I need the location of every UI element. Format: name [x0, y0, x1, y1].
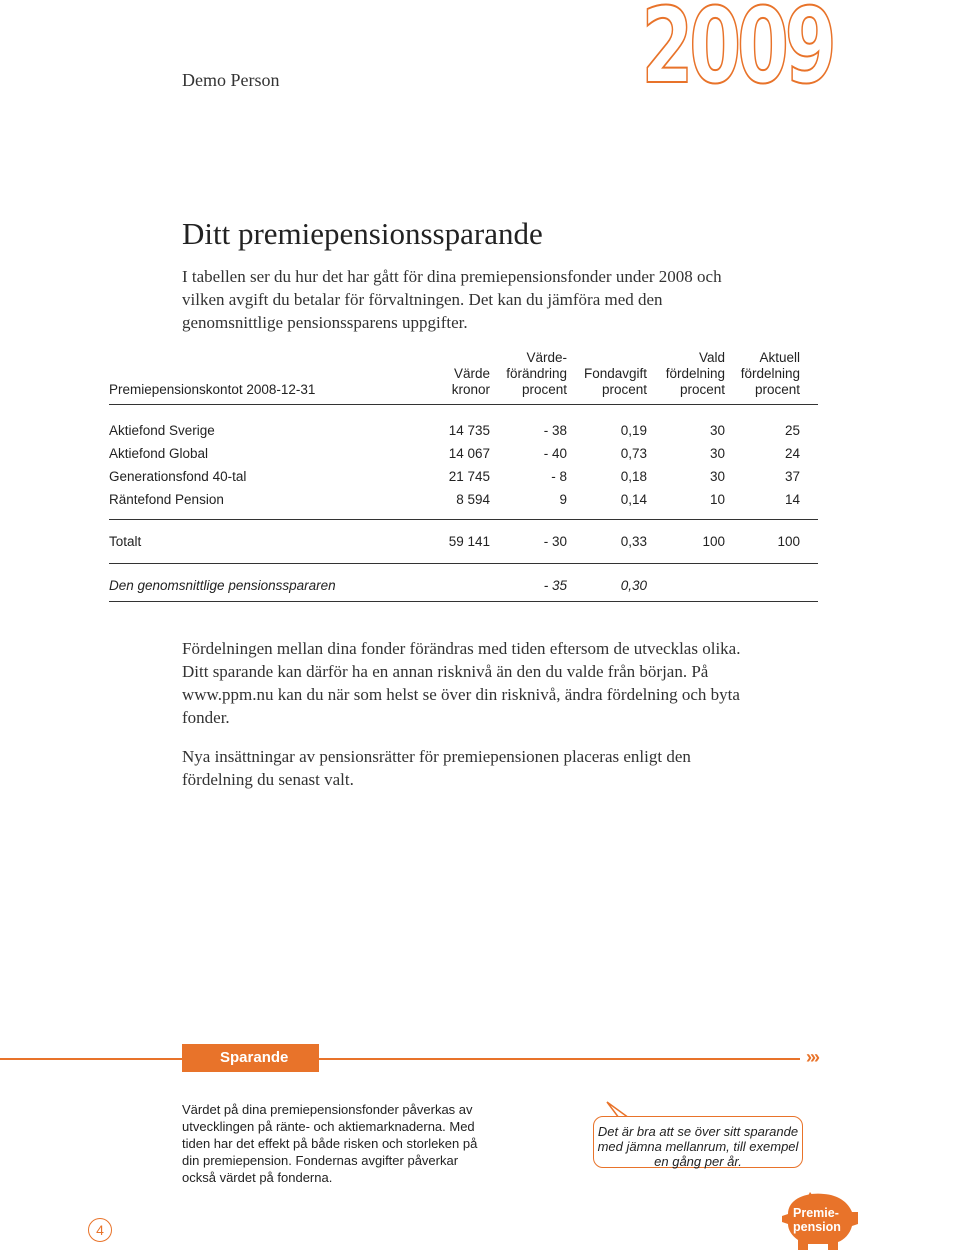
table-row: Generationsfond 40-tal 21 745 - 8 0,18 30 37 — [109, 469, 800, 484]
header-fee: Fondavgift procent — [583, 366, 647, 397]
tip-speech-bubble: Det är bra att se över sitt sparande med jämna mellanrum, till exempel en gång per år. — [593, 1116, 803, 1168]
page-number: 4 — [88, 1218, 112, 1242]
year-heading: 2009 — [640, 0, 832, 107]
info-paragraph-1: Fördelningen mellan dina fonder förändras med tiden eftersom de utvecklas olika. Ditt sparande kan därför ha en annan risknivå än den du valde från början. På www.ppm.nu kan du när som helst se över din risknivå, ändra fördelning och byta fonder. — [182, 639, 741, 727]
info-paragraph-2: Nya insättningar av pensionsrätter för premiepensionen placeras enligt den fördelning du senast valt. — [182, 747, 691, 789]
table-header — [109, 350, 818, 405]
table-row: Aktiefond Sverige 14 735 - 38 0,19 30 25 — [109, 423, 800, 438]
average-row-wrap — [109, 564, 818, 602]
person-name: Demo Person — [182, 70, 280, 90]
section-tab-sparande: Sparande — [182, 1044, 319, 1072]
average-row: Den genomsnittlige pensionsspararen - 35 0,30 — [109, 578, 647, 593]
section-divider — [0, 1058, 800, 1060]
total-row: Totalt 59 141 - 30 0,33 100 100 — [109, 534, 800, 549]
intro-paragraph: I tabellen ser du hur det har gått för dina premiepensionsfonder under 2008 och vilken avgift du betalar för förvaltningen. Det kan du jämföra med den genomsnittlige pensionssparens uppgifter. — [182, 267, 722, 332]
pension-table — [109, 350, 818, 602]
page-title: Ditt premiepensionssparande — [182, 216, 543, 251]
fund-rows — [109, 405, 818, 520]
header-current: Aktuell fördelning procent — [740, 350, 800, 397]
table-row: Räntefond Pension 8 594 9 0,14 10 14 — [109, 492, 800, 507]
total-row-wrap — [109, 520, 818, 564]
chevron-right-icon: ››› — [806, 1047, 818, 1067]
header-account: Premiepensionskontot 2008-12-31 — [109, 382, 316, 397]
header-chosen: Vald fördelning procent — [665, 350, 725, 397]
section-text: Värdet på dina premiepensionsfonder påverkas av utvecklingen på ränte- och aktiemarknaderna. Med tiden har det effekt på både risken och storleken på din premiepension. Fondernas avgifter påverkar också värdet på fonderna. — [182, 1102, 478, 1185]
header-value: Värde kronor — [451, 366, 490, 397]
header-change: Värde- förändring procent — [506, 350, 567, 397]
premiepension-logo: Premie- pension — [793, 1206, 841, 1234]
table-row: Aktiefond Global 14 067 - 40 0,73 30 24 — [109, 446, 800, 461]
